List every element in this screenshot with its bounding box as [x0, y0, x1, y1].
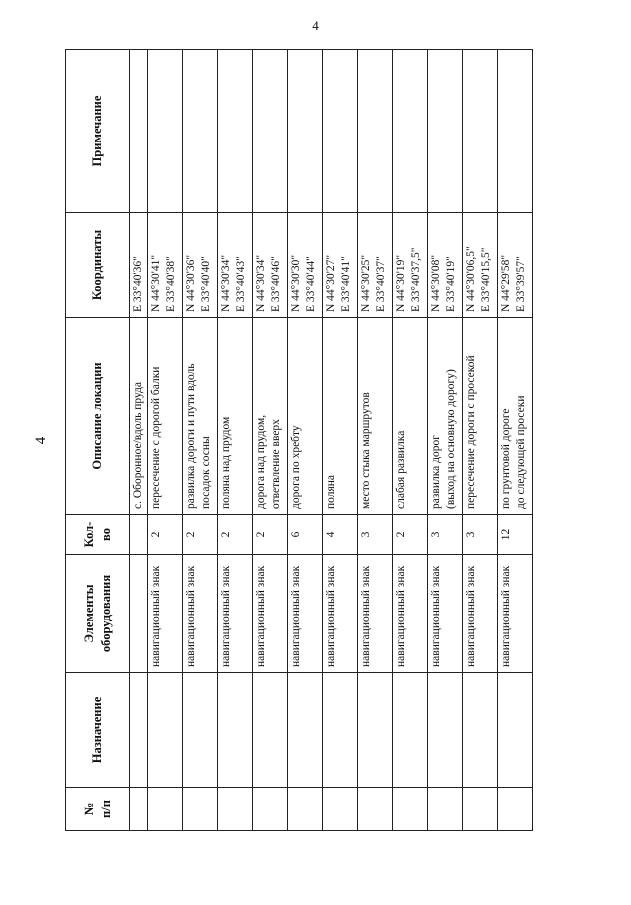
header-purpose: Назначение	[66, 673, 130, 788]
locations-table	[65, 49, 533, 831]
cell-equipment: навигационный знак	[218, 555, 253, 673]
cell-qty: 3	[358, 515, 393, 555]
cell-note	[148, 50, 183, 213]
cell-equipment: навигационный знак	[498, 555, 533, 673]
cell-coords: N 44°30'27" E 33°40'41"	[323, 213, 358, 318]
cell-coords: N 44°30'34" E 33°40'46"	[253, 213, 288, 318]
header-equipment: Элементы оборудования	[66, 555, 130, 673]
header-note: Примечание	[66, 50, 130, 213]
side-page-number: 4	[33, 436, 49, 445]
cell-num	[148, 788, 183, 831]
cell-num	[463, 788, 498, 831]
cell-purpose	[463, 673, 498, 788]
cell-coords: N 44°30'34" E 33°40'43"	[218, 213, 253, 318]
cell-equipment: навигационный знак	[323, 555, 358, 673]
cell-coords: N 44°30'19" E 33°40'37,5"	[393, 213, 428, 318]
cell-note	[183, 50, 218, 213]
cell-coords: N 44°30'25" E 33°40'37"	[358, 213, 393, 318]
cell-qty: 2	[148, 515, 183, 555]
cell-coords: N 44°30'30" E 33°40'44"	[288, 213, 323, 318]
cell-equipment: навигационный знак	[358, 555, 393, 673]
cell-coords: N 44°30'06,5" E 33°40'15,5"	[463, 213, 498, 318]
cell-equipment: навигационный знак	[428, 555, 463, 673]
cell-purpose	[218, 673, 253, 788]
cell-equipment	[130, 555, 148, 673]
table-row	[463, 50, 498, 831]
cell-description: дорога над прудом, ответвление вверх	[253, 318, 288, 515]
cell-description: место стыка маршрутов	[358, 318, 393, 515]
cell-coords: N 44°30'41" E 33°40'38"	[148, 213, 183, 318]
header-description: Описание локации	[66, 318, 130, 515]
cell-num	[183, 788, 218, 831]
cell-purpose	[183, 673, 218, 788]
cell-num	[323, 788, 358, 831]
cell-description: поляна	[323, 318, 358, 515]
cell-num	[288, 788, 323, 831]
cell-qty: 4	[323, 515, 358, 555]
cell-description: пересечение дороги с просекой	[463, 318, 498, 515]
cell-note	[218, 50, 253, 213]
cell-description: поляна над прудом	[218, 318, 253, 515]
cell-description: дорога по хребту	[288, 318, 323, 515]
cell-purpose	[323, 673, 358, 788]
cell-purpose	[288, 673, 323, 788]
cell-description: по грунтовой дороге до следующей просеки	[498, 318, 533, 515]
cell-qty: 12	[498, 515, 533, 555]
cell-qty: 2	[183, 515, 218, 555]
cell-equipment: навигационный знак	[253, 555, 288, 673]
cell-num	[130, 788, 148, 831]
cell-num	[498, 788, 533, 831]
table-row	[358, 50, 393, 831]
cell-equipment: навигационный знак	[463, 555, 498, 673]
cell-note	[323, 50, 358, 213]
table-row	[393, 50, 428, 831]
cell-num	[253, 788, 288, 831]
cell-purpose	[393, 673, 428, 788]
cell-note	[463, 50, 498, 213]
cell-num	[218, 788, 253, 831]
cell-qty: 3	[463, 515, 498, 555]
cell-coords: E 33°40'36"	[130, 213, 148, 318]
cell-description: слабая развилка	[393, 318, 428, 515]
cell-num	[393, 788, 428, 831]
table-row	[288, 50, 323, 831]
cell-description: развилка дорог (выход на основную дорогу)	[428, 318, 463, 515]
cell-purpose	[498, 673, 533, 788]
cell-note	[253, 50, 288, 213]
cell-coords: N 44°30'08" E 33°40'19"	[428, 213, 463, 318]
header-num: № п/п	[66, 788, 130, 831]
table-row	[130, 50, 148, 831]
cell-equipment: навигационный знак	[183, 555, 218, 673]
cell-purpose	[130, 673, 148, 788]
cell-note	[288, 50, 323, 213]
header-qty: Кол- во	[66, 515, 130, 555]
cell-note	[130, 50, 148, 213]
table-row	[183, 50, 218, 831]
table-row	[148, 50, 183, 831]
table-row	[498, 50, 533, 831]
cell-note	[428, 50, 463, 213]
cell-qty: 2	[218, 515, 253, 555]
cell-purpose	[148, 673, 183, 788]
cell-qty: 2	[253, 515, 288, 555]
cell-purpose	[253, 673, 288, 788]
header-coords: Координаты	[66, 213, 130, 318]
cell-description: развилка дороги и пути вдоль посадок сосны	[183, 318, 218, 515]
cell-description: с. Оборонное/вдоль пруда	[130, 318, 148, 515]
cell-equipment: навигационный знак	[148, 555, 183, 673]
cell-qty: 3	[428, 515, 463, 555]
cell-qty: 6	[288, 515, 323, 555]
cell-note	[498, 50, 533, 213]
cell-qty	[130, 515, 148, 555]
cell-description: пересечение с дорогой балки	[148, 318, 183, 515]
cell-purpose	[428, 673, 463, 788]
table-row	[218, 50, 253, 831]
cell-qty: 2	[393, 515, 428, 555]
cell-num	[358, 788, 393, 831]
cell-num	[428, 788, 463, 831]
table-row	[323, 50, 358, 831]
cell-coords: N 44°30'36" E 33°40'40"	[183, 213, 218, 318]
table-row	[428, 50, 463, 831]
page-number: 4	[312, 18, 319, 33]
cell-note	[393, 50, 428, 213]
cell-note	[358, 50, 393, 213]
cell-equipment: навигационный знак	[393, 555, 428, 673]
cell-equipment: навигационный знак	[288, 555, 323, 673]
table-header-row	[66, 50, 130, 831]
cell-coords: N 44°29'58" E 33°39'57"	[498, 213, 533, 318]
table-row	[253, 50, 288, 831]
rotated-page-content	[33, 50, 581, 831]
cell-purpose	[358, 673, 393, 788]
